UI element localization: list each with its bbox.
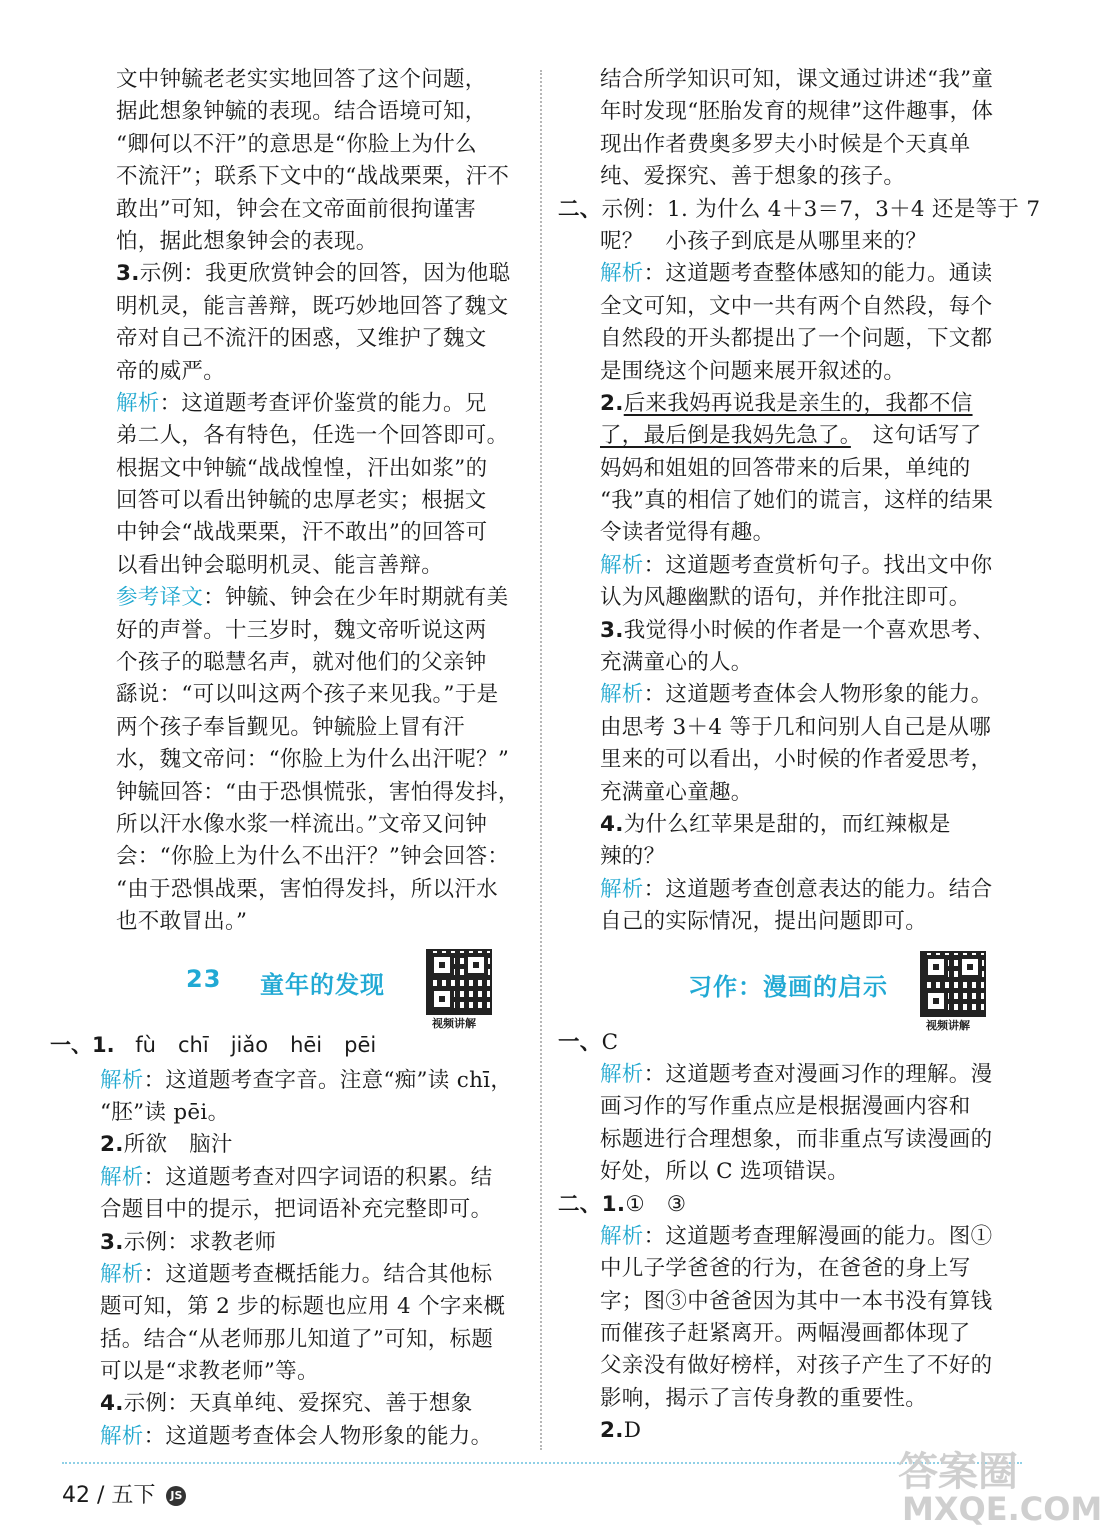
pinyin-answer: jiǎo (230, 1032, 269, 1057)
text-line: “卿何以不汗”的意思是“你脸上为什么 (116, 131, 477, 157)
question-number: 1. (92, 1032, 115, 1057)
text-line: 也不敢冒出。” (116, 909, 248, 935)
section-heading-23 (58, 953, 520, 1030)
question-number: 1. (601, 1191, 626, 1217)
qr-code-icon[interactable] (426, 949, 492, 1015)
part-mark: 一、 (558, 1029, 602, 1055)
text-line: ：这道题考查理解漫画的能力。图① (643, 1223, 993, 1249)
text-line: 个孩子的聪慧名声，就对他们的父亲钟 (116, 650, 487, 676)
text-line: ：这道题考查整体感知的能力。通读 (643, 261, 993, 287)
text-line: 里来的可以看出，小时候的作者爱思考， (600, 747, 993, 773)
part-mark: 二、 (558, 1191, 602, 1217)
section-heading-writing (558, 955, 1022, 1032)
analysis-block (558, 550, 1022, 615)
watermark-url: MXQE.COM (902, 1490, 1102, 1528)
text-line: 示例：我更欣赏钟会的回答，因为他聪 (139, 261, 511, 287)
text-line: 可以是“求教老师”等。 (100, 1359, 319, 1385)
text-line: 全文可知，文中一共有两个自然段，每个 (600, 293, 993, 319)
text-line: 而催孩子赶紧离开。两幅漫画都体现了 (600, 1321, 971, 1347)
analysis-label: 解析 (600, 552, 644, 578)
text-line: 好处，所以 C 选项错误。 (600, 1159, 850, 1185)
text-line: 敢出”可知，钟会在文帝面前很拘谨害 (116, 196, 477, 222)
text-line: 所以汗水像水浆一样流出。”文帝又问钟 (116, 811, 488, 837)
text-line: ：这道题考查评价鉴赏的能力。兄 (159, 390, 487, 416)
text-line: ：这道题考查赏析句子。找出文中你 (643, 552, 993, 578)
pinyin-answer: pēi (344, 1032, 377, 1057)
text-line: 充满童心童趣。 (600, 779, 753, 805)
s2-block (58, 1129, 520, 1226)
text-line: 根据文中钟毓“战战惶惶，汗出如浆”的 (116, 455, 488, 481)
analysis-block (558, 258, 1022, 388)
edition-badge: JS (166, 1486, 186, 1506)
text-line: 妈妈和姐姐的回答带来的后果，单纯的 (600, 455, 971, 481)
s1-block (50, 1025, 520, 1130)
question-number: 2. (600, 390, 624, 416)
underlined-sentence: 后来我妈再说我是亲生的，我都不信 (623, 390, 973, 416)
text-line: 会：“你脸上为什么不出汗？”钟会回答： (116, 844, 510, 870)
text-line: 水，魏文帝问：“你脸上为什么出汗呢？” (116, 747, 510, 773)
text-line: 好的声誉。十三岁时，魏文帝听说这两 (116, 617, 487, 643)
text-line: 年时发现“胚胎发育的规律”这件趣事，体 (600, 99, 994, 125)
answer-text: 所欲 脑汁 (123, 1132, 233, 1158)
text-line: 以看出钟会聪明机灵、能言善辩。 (116, 552, 444, 578)
section-title: 童年的发现 (260, 970, 385, 999)
text-line: 帝的威严。 (116, 358, 226, 384)
analysis-label: 解析 (100, 1261, 144, 1287)
text-line: 充满童心的人。 (600, 650, 753, 676)
analysis-label: 解析 (600, 682, 644, 708)
text-line: 为什么红苹果是甜的，而红辣椒是 (623, 811, 951, 837)
text-line: 自然段的开头都提出了一个问题，下文都 (600, 326, 993, 352)
text-line: 合题目中的提示，把词语补充完整即可。 (100, 1197, 493, 1223)
text-line: 中钟会“战战栗栗，汗不敢出”的回答可 (116, 520, 488, 546)
answer-text: D (623, 1418, 642, 1444)
text-line: 纯、爱探究、善于想象的孩子。 (600, 164, 906, 190)
text-line: 标题进行合理想象，而非重点写读漫画的 (600, 1126, 993, 1152)
right-para1 (558, 64, 1022, 194)
text-line: 两个孩子奉旨觐见。钟毓脸上冒有汗 (116, 714, 465, 740)
pinyin-answer: chī (177, 1032, 209, 1057)
question-3 (58, 258, 520, 388)
answer-text: 示例：求教老师 (123, 1229, 277, 1255)
footer-separator: / (97, 1483, 105, 1508)
analysis-label: 解析 (100, 1067, 144, 1093)
text-line: 由思考 3＋4 等于几和问别人自己是从哪 (600, 714, 992, 740)
question-2-4 (558, 809, 1022, 874)
text-line: 不流汗”；联系下文中的“战战栗栗，汗不 (116, 164, 510, 190)
question-number: 3. (600, 617, 624, 643)
text-line: 题可知，第 2 步的标题也应用 4 个字来概 (100, 1294, 506, 1320)
text-line: ：这道题考查创意表达的能力。结合 (643, 876, 993, 902)
answer-text: ① ③ (625, 1191, 687, 1217)
text-line: 呢？ 小孩子到底是从哪里来的？ (600, 228, 928, 254)
text-line: “胚”读 pēi。 (100, 1099, 230, 1125)
text-line: 据此想象钟毓的表现。结合语境可知， (116, 99, 487, 125)
translation-label: 参考译文 (116, 585, 204, 611)
text-line: ：这道题考查体会人物形象的能力。 (643, 682, 993, 708)
text-line: ：这道题考查概括能力。结合其他标 (143, 1261, 493, 1287)
text-line: 字；图③中爸爸因为其中一本书没有算钱 (600, 1288, 993, 1314)
section-title: 习作：漫画的启示 (688, 972, 888, 1001)
underlined-sentence: 了，最后倒是我妈先急了。 (600, 423, 851, 449)
part-mark: 二、 (558, 196, 602, 222)
text-line: “由于恐惧战栗，害怕得发抖，所以汗水 (116, 876, 498, 902)
translation-block (58, 582, 520, 938)
text-line: 结合所学知识可知，课文通过讲述“我”童 (600, 67, 994, 92)
analysis-block (558, 679, 1022, 809)
analysis-label: 解析 (100, 1164, 144, 1190)
part-mark: 一、 (50, 1032, 92, 1057)
question-2-3 (558, 615, 1022, 680)
analysis-label: 解析 (600, 261, 644, 287)
pinyin-answer: hēi (290, 1032, 323, 1057)
question-number: 4. (600, 811, 624, 837)
text-line: 我觉得小时候的作者是一个喜欢思考、 (623, 617, 995, 643)
text-line: 钟毓回答：“由于恐惧慌张，害怕得发抖， (116, 779, 520, 805)
grade-label: 五下 (111, 1483, 156, 1508)
text-line: 繇说：“可以叫这两个孩子来见我。”于是 (116, 682, 499, 708)
question-number: 2. (600, 1418, 624, 1444)
qr-caption: 视频讲解 (926, 1018, 970, 1032)
column-divider (540, 70, 542, 1450)
page-number: 42 (62, 1483, 90, 1508)
analysis-label: 解析 (600, 1061, 644, 1087)
text-line: 影响，揭示了言传身教的重要性。 (600, 1385, 928, 1411)
text-line: “我”真的相信了她们的谎言，这样的结果 (600, 488, 994, 514)
analysis-label: 解析 (116, 390, 160, 416)
text-line: 帝对自己不流汗的困惑，又维护了魏文 (116, 326, 487, 352)
text-line: 括。结合“从老师那儿知道了”可知，标题 (100, 1326, 494, 1352)
text-line: 自己的实际情况，提出问题即可。 (600, 909, 928, 935)
text-line: 画习作的写作重点应是根据漫画内容和 (600, 1094, 971, 1120)
text-line: ：这道题考查字音。注意“痴”读 chī， (143, 1067, 513, 1093)
qr-caption: 视频讲解 (432, 1016, 476, 1030)
text-line: 回答可以看出钟毓的忠厚老实；根据文 (116, 488, 487, 514)
text-line: 认为风趣幽默的语句，并作批注即可。 (600, 585, 971, 611)
text-line: 父亲没有做好榜样，对孩子产生了不好的 (600, 1353, 993, 1379)
question-2-1 (558, 194, 1041, 259)
text-line: 辣的？ (600, 844, 666, 870)
text-line: ：这道题考查对四字词语的积累。结 (143, 1164, 493, 1190)
text-line: 中儿子学爸爸的行为，在爸爸的身上写 (600, 1256, 971, 1282)
question-number: 4. (100, 1391, 124, 1417)
text-line: 现出作者费奥多罗夫小时候是个天真单 (600, 131, 971, 157)
text-line: ：这道题考查对漫画习作的理解。漫 (643, 1061, 993, 1087)
left-column (50, 64, 520, 1453)
w1-block (558, 1027, 1022, 1189)
text-line: 是围绕这个问题来展开叙述的。 (600, 358, 906, 384)
text-line: 明机灵，能言善辩，既巧妙地回答了魏文 (116, 293, 509, 319)
answer-text: C (601, 1029, 619, 1055)
analysis-label: 解析 (600, 876, 644, 902)
text-line: ：钟毓、钟会在少年时期就有美 (203, 585, 509, 611)
answer-text: 示例：天真单纯、爱探究、善于想象 (123, 1391, 473, 1417)
text-line: 这句话写了 (850, 423, 982, 449)
s3-block (58, 1227, 520, 1389)
analysis-label: 解析 (100, 1423, 144, 1449)
qr-code-icon[interactable] (920, 951, 986, 1017)
text-line: ：这道题考查体会人物形象的能力。 (143, 1423, 493, 1449)
question-number: 3. (116, 261, 140, 287)
page-footer (62, 1478, 186, 1509)
analysis-block (558, 874, 1022, 939)
w2-block (558, 1189, 1022, 1448)
text-line: 示例：1. 为什么 4＋3＝7，3＋4 还是等于 7 (601, 196, 1041, 222)
analysis-label: 解析 (600, 1223, 644, 1249)
question-2-2 (558, 388, 1022, 550)
lesson-number: 23 (186, 964, 222, 993)
text-line: 令读者觉得有趣。 (600, 520, 775, 546)
pinyin-answer: fù (135, 1032, 156, 1057)
right-column (558, 64, 1041, 1448)
question-number: 3. (100, 1229, 124, 1255)
analysis-block (58, 388, 520, 582)
s4-block (58, 1388, 520, 1453)
footer-rule (62, 1462, 1022, 1464)
text-line: 怕，据此想象钟会的表现。 (116, 228, 378, 254)
text-line: 弟二人，各有特色，任选一个回答即可。 (116, 423, 509, 449)
question-number: 2. (100, 1132, 124, 1158)
text-line: 文中钟毓老老实实地回答了这个问题， (116, 67, 487, 92)
watermark-text: 答案圈 (898, 1449, 1018, 1495)
left-para1 (58, 64, 520, 258)
